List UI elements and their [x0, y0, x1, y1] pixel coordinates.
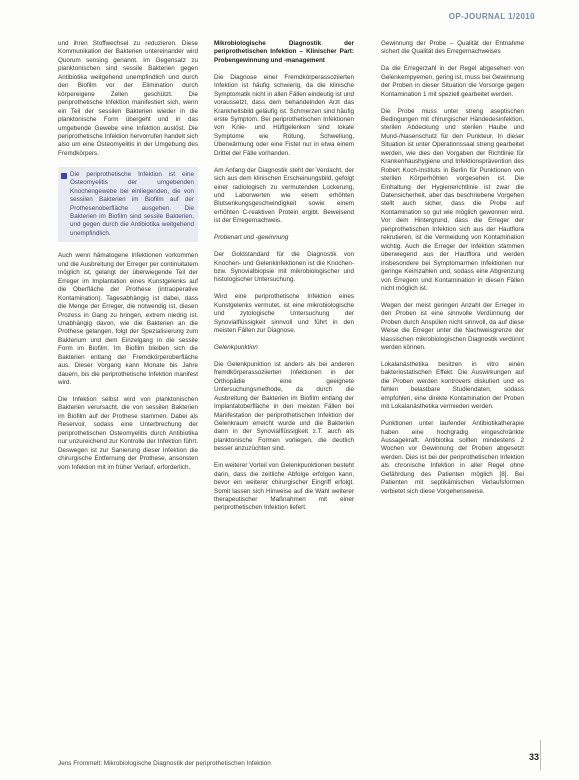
- body-paragraph: Die Probe muss unter streng aseptischen Bedingungen mit chirurgischer Händedesinfektion, sterilen Abdeckung und sterilen Haube und Mund-/Nasenschutz für den Punkteur. In dieser Situation ist unter Operationssaal streng gearbeitet werden, wie dies den Vorgaben der Richtlinie für Krankenhaushygiene und Infektionsprävention des Robert Koch-Instituts in Berlin für Punktionen von sterilen Körperhöhlen vorgesehen ist. Die Einhaltung der Hygienerichtlinie ist zwar die Datensicherheit, aber das beschriebene Vorgehen stellt auch sicher, dass die Probe auf Kontamination so gut wie möglich gewonnen wird. Vor dem Hintergrund, dass die Erreger der periprothetischen Infektion sich aus der Hautflora rekrutieren, ist die Vermeidung von Kontamination wichtig. Auch die Erreger der Infektion stammen überwiegend aus der Hautflora und werden insbesondere bei Symptomarmen Infektionen nur geringe Keimzahlen und, sodass eine Abgrenzung von Erregern und Kontamination in diesen Fällen nicht möglich ist.: [381, 107, 524, 293]
- subsection-heading: Gelenkpunktion: [214, 343, 258, 351]
- footer-divider: [540, 740, 541, 770]
- body-paragraph: Die Infektion selbst wird von planktonischen Bakterien verursacht, die von sessilen Bakterien im Biofilm auf der Prothese stammen. Dabei als Reservoir, sodass eine Unterbrechung der periprothetischen Osteomyelitis durch Antibiotika nur unzureichend zur Kontrolle der Infektion führt. Deswegen ist zur Sanierung dieser Infektion die chirurgische Entfernung der Prothese, ansonsten vom Infektion mit im früher Verlauf, erforderlich.: [58, 396, 198, 471]
- info-box: [58, 167, 198, 243]
- page-number: 33: [528, 752, 539, 762]
- body-paragraph: Da die Erregerzahl in der Regel abgesehen von Gelenkempyemen, gering ist, muss bei Gewinnung der Proben in dieser Situation die Vorsorge gegen Kontamination 1 mit speziell gearbeitet werden.: [381, 65, 524, 98]
- square-bullet-icon: [61, 173, 67, 179]
- body-paragraph: Gewinnung der Probe – Qualität der Entnahme sichert die Qualität des Erregernachweises: [381, 40, 524, 56]
- body-paragraph: Wegen der meist geringen Anzahl der Erreger in den Proben ist eine sinnvolle Verdünnung der Proben durch Anspülen nicht sinnvoll, da auf diese Weise die Erreger unter die Nachweisgrenze der klassischen mikrobiologischen Diagnostik verdünnt werden können.: [381, 301, 524, 352]
- body-paragraph: und ihren Stoffwechsel zu reduzieren. Diese Kommunikation der Bakterien untereinander wird Quorum sensing genannt. Im Gegensatz zu planktonischen sind sessile Bakterien gegen Antibiotika weitgehend unempfindlich und durch den Biofilm vor der Elimination durch körpereigene Zellen geschützt. Die periprothetische Infektion manifestiert sich, wenn ein Teil der sessilen Bakterien wieder in die planktonische Form übergeht und in das umgebende Gewebe eine Infektion auslöst. Die periprothetische Infektion hervorrufen handelt sich also um eine Osteomyelitis in der Umgebung des Fremdkörpers.: [58, 40, 198, 157]
- body-paragraph: Lokalanästhetika besitzen in vitro einen bakteriostatischen Effekt. Die Auswirkungen auf die Proben werden kontrovers diskutiert und es fehlen belastbare Studiendaten, sodass empfohlen, eine direkte Kontamination der Proben mit Lokalanästhetika vermieden werden.: [381, 360, 524, 411]
- info-box-text: Die periprothetische Infektion ist eine Osteomyelitis der umgebenden Knochengewebe bei einliegenden, die von sessilen Bakterien im Biofilm auf der Prothesenoberfläche ausgehen. Die Bakterien im Biofilm sind sessile Bakterien, und gegen durch die Antibiotika weitgehend unempfindlich.: [70, 170, 194, 237]
- section-heading: Mikrobiologische Diagnostik der periprothetischen Infektion – Klinischer Part: Probengewinnung und -management: [214, 40, 354, 64]
- body-paragraph: Wird eine periprothetische Infektion eines Kunstgelenks vermutet, ist eine mikrobiologische und zytologische Untersuchung der Synovialflüssigkeit sinnvoll und führt in den meisten Fällen zur Diagnose.: [214, 293, 354, 335]
- body-paragraph: Punktionen unter laufender Antibiotikatherapie haben eine hochgradig eingeschränkte Aussagekraft. Antibiotika sollten mindestens 2 Wochen vor Gewinnung der Proben abgesetzt werden. Dies ist bei der periprothetischen Infektion als chronische Infektion in aller Regel ohne Gefährdung des Patienten möglich [8]. Bei Patienten mit septikämischen Verlaufsformen verbietet sich diese Vorgehensweise.: [381, 420, 524, 495]
- column-right: [381, 40, 524, 505]
- body-paragraph: Der Goldstandard für die Diagnostik von Knochen- und Gelenkinfektionen ist die Knochen- bzw. Synovialbiopsie mit mikrobiologischer und histologischer Untersuchung.: [214, 251, 354, 284]
- body-paragraph: Ein weiterer Vorteil von Gelenkpunktionen besteht darin, dass die zeitliche Abfolge erfolgen kann, bevor ein weiterer chirurgischer Eingriff erfolgt. Somit lassen sich Hinweise auf die Wahl weiterer therapeutischer Maßnahmen mit einer periprothetischen Infektion liefert.: [214, 462, 354, 512]
- journal-header: OP-JOURNAL 1/2010: [448, 12, 535, 21]
- running-footer: Jens Frommelt: Mikrobiologische Diagnostik der periprothetischen Infektion: [58, 760, 271, 767]
- body-paragraph: Die Gelenkpunktion ist anders als bei anderen fremdkörperassoziierten Infektionen in der Orthopädie eine geeignete Untersuchungsmethode, da durch die Ausbreitung der Bakterien im Biofilm entlang der Implantatoberfläche in den meisten Fällen bei Manifestation der periprothetischen Infektion der Gelenkraum erreicht wurde und die Bakterien dann in der Synovialflüssigkeit z.T. auch als planktonische Formen vorliegen, die deutlich besser anzuzüchten sind.: [214, 360, 354, 453]
- body-paragraph: Auch wenn hämatogene Infektionen vorkommen und die Ausbreitung der Erreger per continuitatem möglich ist, gelangt der überwiegende Teil der Erreger im Implantation eines Kunstgelenks auf die Oberfläche der Prothese (intraoperative Kontamination). Tagesabhängig ist dabei, dass die Menge der Erreger, die notwendig ist, diesen Prozess in Gang zu bringen, extrem niedrig ist. Unabhängig davon, wie die Bakterien an die Prothese gelangen, folgt der Spezialisierung zum Bakterium und dem Einzelgang in die sessile Form im Biofilm. Im Biofilm bleiben sich die Bakterien entlang der Fremdkörperoberfläche aus. Dieser Vorgang kann Monate bis Jahre dauern, bis die periprothetische Infektion manifest wird.: [58, 252, 198, 387]
- subsection-heading: Probenart und -gewinnung: [214, 234, 289, 242]
- column-left: [58, 40, 198, 480]
- column-middle: [214, 40, 354, 521]
- body-paragraph: Am Anfang der Diagnostik steht der Verdacht, der sich aus dem klinischen Erscheinungsbild, gefolgt einer radiologisch zu vermutenden Lockerung, und Laborwerten wie einem erhöhten Blutsenkungsgeschwindigkeit sowie einem erhöhten C-reaktiven Protein ergibt. Beweisend ist der Erregernachweis.: [214, 166, 354, 225]
- body-paragraph: Die Diagnose einer Fremdkörperassoziierten Infektion ist häufig schwierig, da die klinische Symptomatik nicht in allen Fällen eindeutig ist und voraussetzt, dass dem behandelnden Arzt das Krankheitsbild geläufig ist. Schmerzen sind häufig erste Symptom. Bei periprothetischen Infektionen von Knie- und Hüftgelenken sind lokale Symptome wie Rötung, Schwellung, Überwärmung oder eine Fistel nur in etwa einem Drittel der Fälle vorhanden.: [214, 73, 354, 157]
